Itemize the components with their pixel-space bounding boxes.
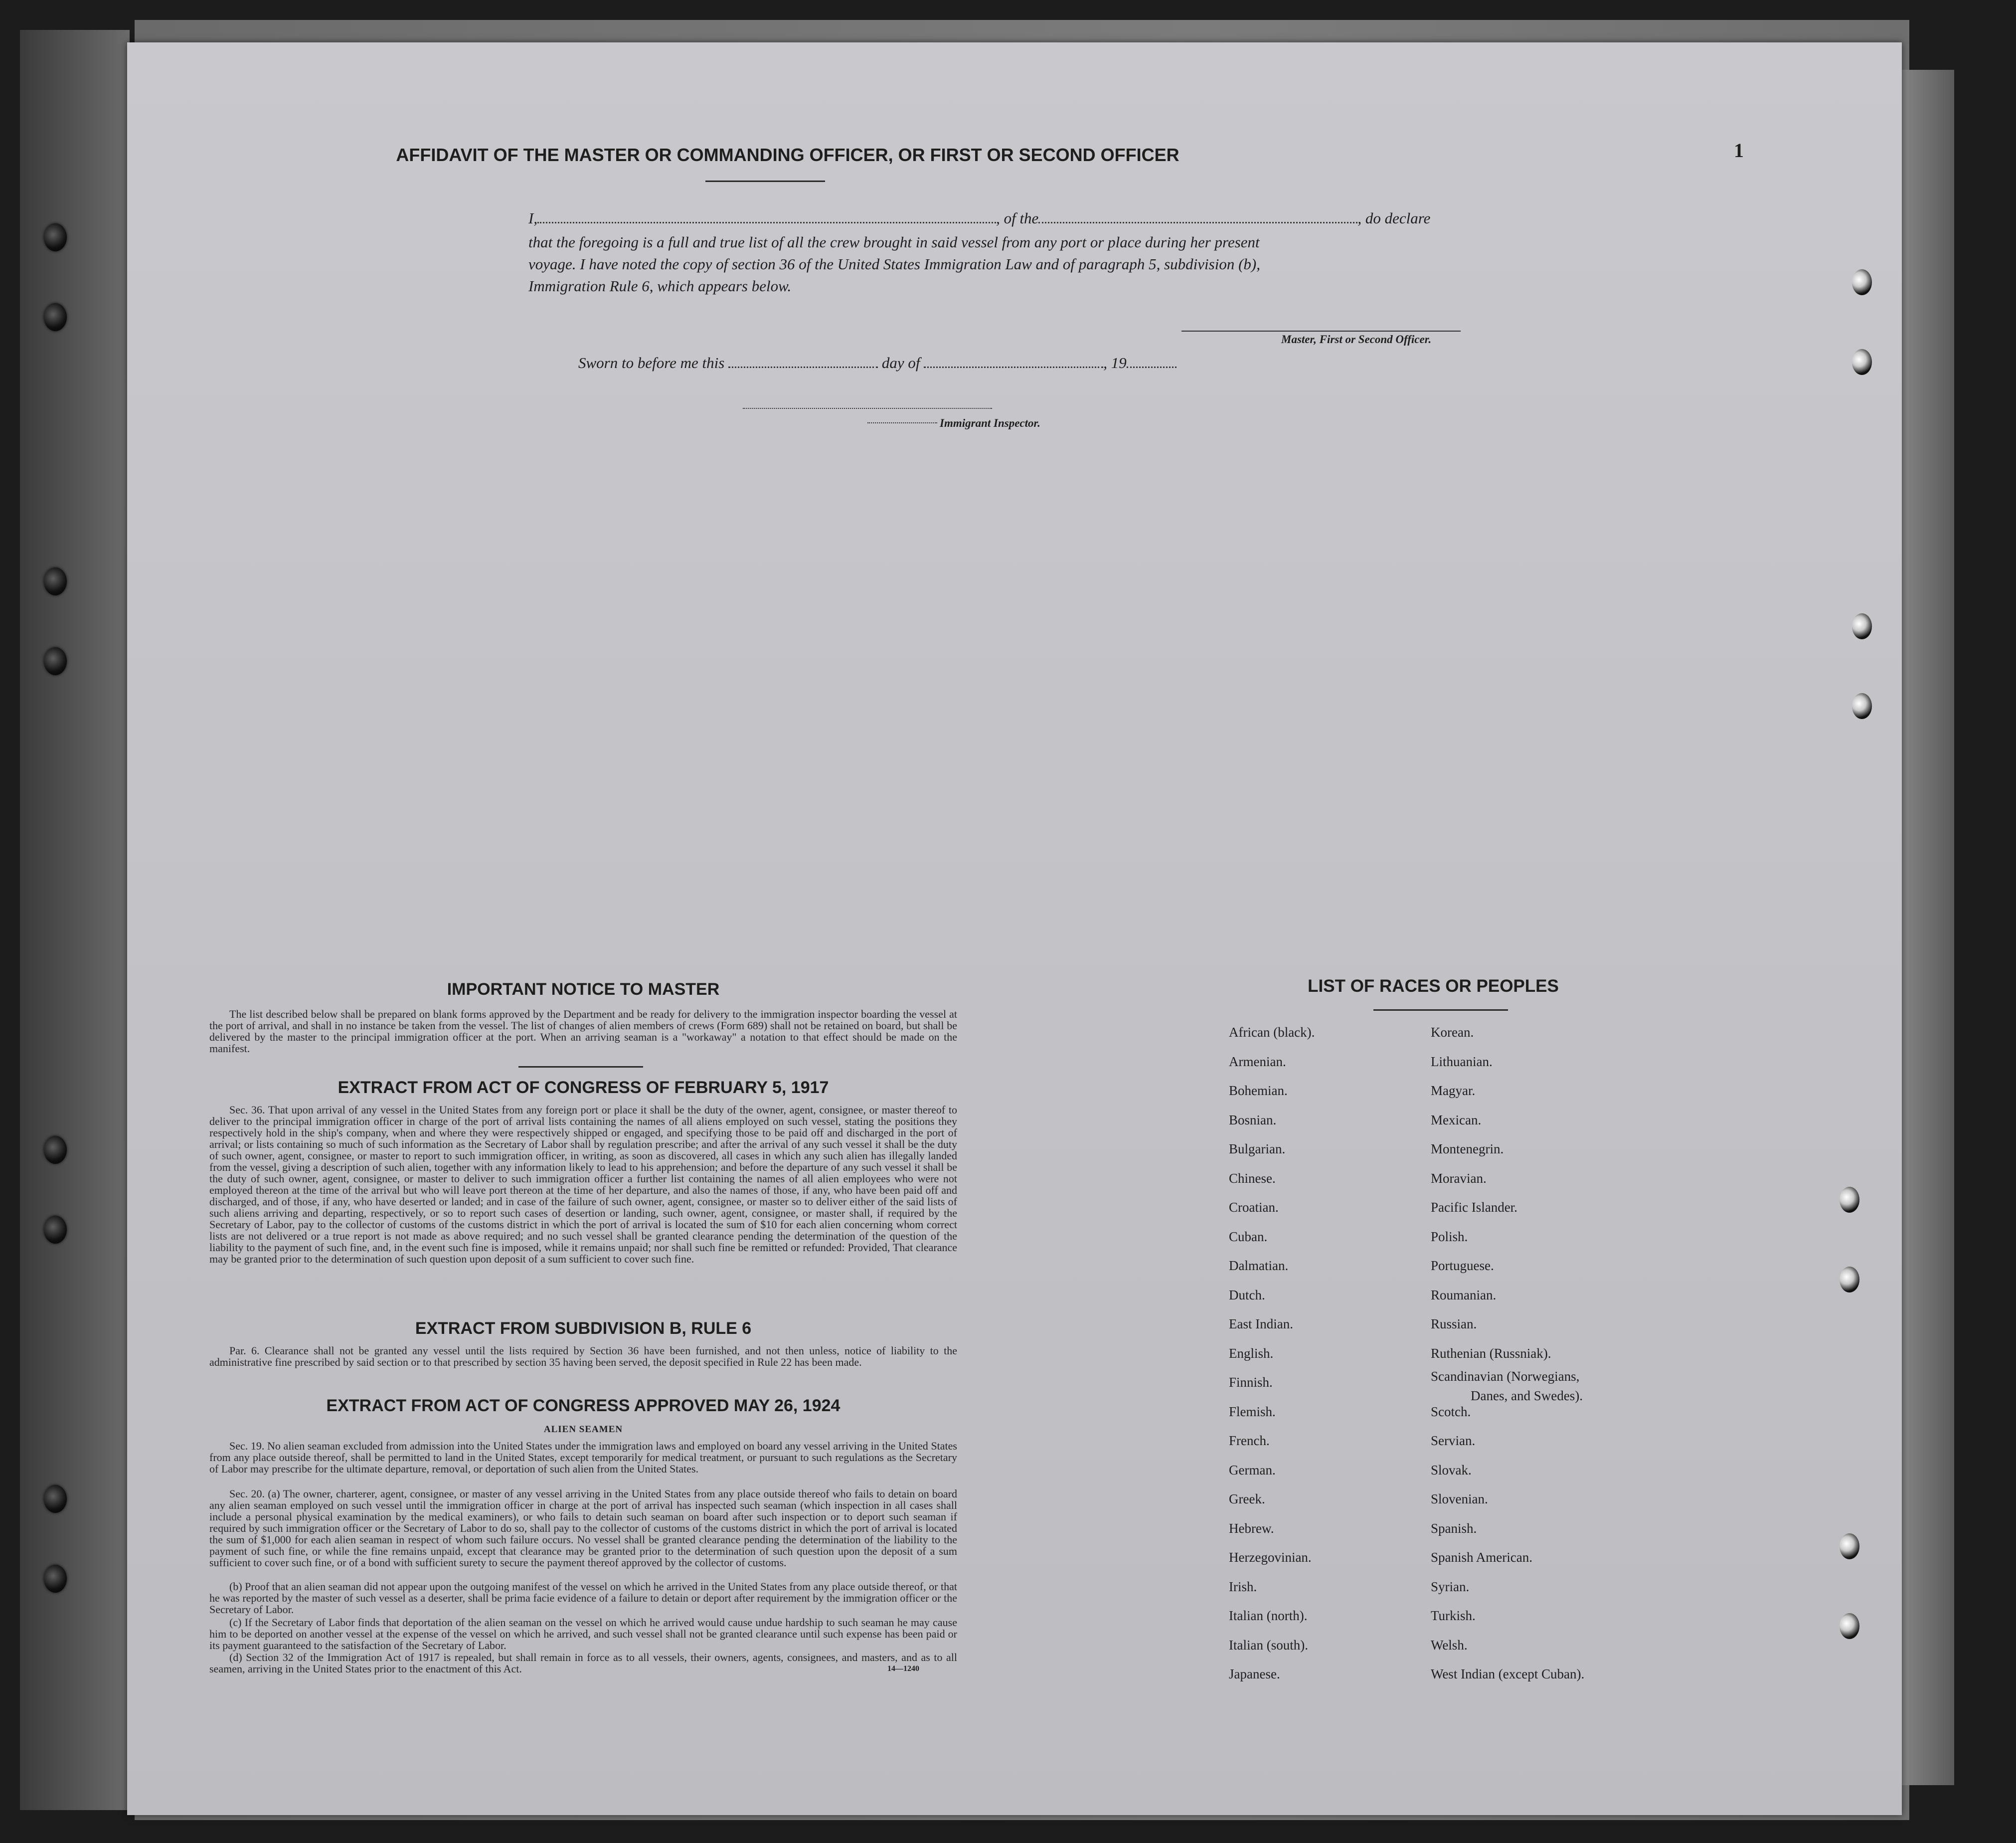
affidavit-text-line: that the foregoing is a full and true list of all the crew brought in said vessel from any port or place during her present bbox=[528, 233, 1260, 251]
race-item: Cuban. bbox=[1229, 1229, 1268, 1244]
race-item: African (black). bbox=[1229, 1025, 1315, 1040]
race-item: Ruthenian (Russniak). bbox=[1431, 1345, 1551, 1361]
extract-1917-body: Sec. 36. That upon arrival of any vessel in the United States from any foreign port or place it shall be the duty of the owner, agent, consignee, or master thereof to deliver to the principal immigration officer in charge of the port of arrival lists containing the names of all aliens employed on such vessel, stating the positions they respectively hold in the ship's company, when and where they were respectively shipped or engaged, and specifying those to be paid off and discharged in the port of arrival; or lists containing so much of such information as the Secretary of Labor shall by regulation prescribe; and after the arrival of any such vessel it shall be the duty of such owner, agent, consignee, or master to report to such immigration officer, in writing, as soon as discovered, all cases in which any such alien has illegally landed from the vessel, giving a description of such alien, together with any information likely to lead to his apprehension; and before the departure of any such vessel it shall be the duty of such owner, agent, consignee, or master to deliver to such immigration officer a further list containing the names of all alien employees who were not employed thereon at the time of the arrival but who will leave port thereon at the time of her departure, and also the names of those, if any, who have been paid off and discharged, and of those, if any, who have deserted or landed; and in case of the failure of such owner, agent, consignee, or master so to deliver either of the said lists of such aliens arriving and departing, respectively, or so to report such cases of desertion or landing, such owner, agent, consignee, or master shall, if required by the Secretary of Labor, pay to the collector of customs of the customs district in which the port of arrival is located the sum of $10 for each alien concerning whom correct lists are not delivered or a true report is not made as above required; and no such vessel shall be granted clearance pending the determination of the question of the liability to the payment of such fine, and, in the event such fine is imposed, while it remains unpaid; nor shall such fine be remitted or refunded: Provided, That clearance may be granted prior to the determination of such question upon deposit of a sum sufficient to cover such fine. bbox=[209, 1104, 957, 1265]
extract-rule6-body: Par. 6. Clearance shall not be granted any vessel until the lists required by Section 36 have been furnished, and not then unless, notice of liability to the administrative fine prescribed by said section or to that prescribed by section 35 having been served, the deposit specified in Rule 22 has been made. bbox=[209, 1344, 957, 1368]
form-number: 14—1240 bbox=[887, 1664, 919, 1673]
race-item: Slovenian. bbox=[1431, 1491, 1488, 1506]
binder-hole bbox=[1840, 1187, 1859, 1213]
binder-hole bbox=[44, 1485, 67, 1513]
affidavit-text-line: Immigration Rule 6, which appears below. bbox=[528, 277, 792, 295]
race-item: Flemish. bbox=[1229, 1404, 1276, 1419]
race-item: Dutch. bbox=[1229, 1287, 1265, 1302]
affidavit-pronoun: I, bbox=[528, 209, 538, 227]
binder-hole bbox=[1840, 1613, 1859, 1639]
race-item: Turkish. bbox=[1431, 1608, 1476, 1623]
notice-body: The list described below shall be prepared on blank forms approved by the Department and be ready for delivery to the immigration inspector boarding the vessel at the port of arrival, and shall in no instance be taken from the vessel. The list of changes of alien members of crews (Form 689) shall not be retained on board, but shall be delivered by the master to the principal immigration officer at the port. When an arriving seaman is a "workaway" a notation to that effect should be made on the manifest. bbox=[209, 1008, 957, 1055]
race-item: Italian (north). bbox=[1229, 1608, 1308, 1623]
sworn-month-blank[interactable] bbox=[924, 367, 1103, 368]
affidavit-text-line: voyage. I have noted the copy of section 36 of the United States Immigration Law and of paragraph 5, subdivision (b), bbox=[528, 255, 1260, 273]
binder-hole bbox=[44, 223, 67, 251]
race-item: Mexican. bbox=[1431, 1112, 1482, 1127]
inspector-lead-line bbox=[867, 422, 937, 423]
race-item: Hebrew. bbox=[1229, 1520, 1274, 1536]
title-rule bbox=[705, 181, 825, 182]
race-item: Italian (south). bbox=[1229, 1637, 1308, 1653]
race-item: Lithuanian. bbox=[1431, 1054, 1493, 1069]
race-item-continuation: Danes, and Swedes). bbox=[1471, 1388, 1583, 1403]
race-item: Bulgarian. bbox=[1229, 1141, 1286, 1156]
race-item: Chinese. bbox=[1229, 1170, 1276, 1186]
race-item: Bosnian. bbox=[1229, 1112, 1277, 1127]
race-item: East Indian. bbox=[1229, 1316, 1293, 1331]
page-number: 1 bbox=[1734, 139, 1744, 162]
race-item: Syrian. bbox=[1431, 1579, 1470, 1594]
inspector-signature-line[interactable] bbox=[743, 408, 992, 409]
race-item: Portuguese. bbox=[1431, 1258, 1494, 1273]
race-item: Herzegovinian. bbox=[1229, 1550, 1312, 1565]
binder-hole bbox=[1852, 269, 1872, 295]
sworn-day-of: day of bbox=[881, 354, 920, 371]
race-item: Welsh. bbox=[1431, 1637, 1468, 1653]
race-item: English. bbox=[1229, 1345, 1274, 1361]
sec-20d-body: (d) Section 32 of the Immigration Act of 1917 is repealed, but shall remain in force as to all vessels, their owners, agents, consignees, and masters, and as to all seamen, arriving in the United States prior to the enactment of this Act. bbox=[209, 1651, 957, 1675]
binder-hole bbox=[44, 303, 67, 331]
race-item: Bohemian. bbox=[1229, 1083, 1288, 1098]
binder-hole bbox=[1840, 1267, 1859, 1292]
race-item: Pacific Islander. bbox=[1431, 1200, 1517, 1215]
binder-hole bbox=[1852, 693, 1872, 719]
race-item: Slovak. bbox=[1431, 1462, 1472, 1477]
binder-hole bbox=[44, 1136, 67, 1164]
affidavit-declare: , do declare bbox=[1357, 209, 1431, 227]
race-item: Magyar. bbox=[1431, 1083, 1476, 1098]
binder-hole bbox=[44, 1216, 67, 1244]
section-rule bbox=[518, 1066, 643, 1068]
sworn-text: Sworn to before me this bbox=[578, 354, 725, 371]
affidavit-declaration-line bbox=[528, 209, 1506, 227]
race-item: Armenian. bbox=[1229, 1054, 1286, 1069]
binder-margin bbox=[20, 30, 130, 1810]
races-title: LIST OF RACES OR PEOPLES bbox=[1308, 976, 1559, 996]
signature-line[interactable] bbox=[1181, 331, 1461, 332]
race-item: German. bbox=[1229, 1462, 1276, 1477]
races-rule bbox=[1373, 1009, 1508, 1011]
signature-label: Master, First or Second Officer. bbox=[1281, 333, 1432, 346]
race-item: Scandinavian (Norwegians, bbox=[1431, 1369, 1580, 1384]
inspector-label: Immigrant Inspector. bbox=[940, 417, 1040, 429]
name-blank[interactable] bbox=[537, 222, 996, 223]
binder-hole bbox=[44, 567, 67, 595]
race-item: West Indian (except Cuban). bbox=[1431, 1666, 1585, 1681]
race-item: Irish. bbox=[1229, 1579, 1257, 1594]
affidavit-of-the: , of the bbox=[996, 209, 1039, 227]
binder-hole bbox=[44, 1565, 67, 1593]
sworn-year: , 19 bbox=[1103, 354, 1127, 371]
sec-19-body: Sec. 19. No alien seaman excluded from admission into the United States under the immigration laws and employed on board any vessel arriving in the United States from any place outside thereof, shall be permitted to land in the United States, except temporarily for medical treatment, or pursuant to such regulations as the Secretary of Labor may prescribe for the ultimate departure, removal, or deportation of such alien from the United States. bbox=[209, 1440, 957, 1475]
binder-hole bbox=[1852, 613, 1872, 639]
sworn-year-blank[interactable] bbox=[1127, 367, 1176, 368]
vessel-blank[interactable] bbox=[1038, 222, 1357, 223]
race-item: Roumanian. bbox=[1431, 1287, 1497, 1302]
race-item: Servian. bbox=[1431, 1433, 1476, 1448]
race-item: Spanish. bbox=[1431, 1520, 1477, 1536]
extract-1924-title: EXTRACT FROM ACT OF CONGRESS APPROVED MAY 26, 1924 bbox=[326, 1396, 840, 1415]
sec-20c-body: (c) If the Secretary of Labor finds that deportation of the alien seaman on the vessel on which he arrived would cause undue hardship to such seaman he may cause him to be deported on another vessel at the expense of the vessel on which he arrived, and such vessel shall not be granted clearance until such expense has been paid or its payment guaranteed to the satisfaction of the Secretary of Labor. bbox=[209, 1616, 957, 1652]
sworn-day-blank[interactable] bbox=[728, 367, 878, 368]
race-item: Finnish. bbox=[1229, 1375, 1273, 1390]
extract-rule6-title: EXTRACT FROM SUBDIVISION B, RULE 6 bbox=[415, 1319, 752, 1338]
race-item: French. bbox=[1229, 1433, 1270, 1448]
race-item: Dalmatian. bbox=[1229, 1258, 1289, 1273]
binder-hole bbox=[1852, 349, 1872, 375]
sworn-line bbox=[578, 354, 1176, 372]
race-item: Greek. bbox=[1229, 1491, 1265, 1506]
binder-hole bbox=[44, 647, 67, 675]
race-item: Scotch. bbox=[1431, 1404, 1471, 1419]
sec-20b-body: (b) Proof that an alien seaman did not appear upon the outgoing manifest of the vessel on which he arrived in the United States from any place outside thereof, or that he was reported by the master of such vessel as a deserter, shall be prima facie evidence of a failure to detain or deport after requirement by the immigration officer or the Secretary of Labor. bbox=[209, 1580, 957, 1616]
sheet-edge bbox=[1894, 70, 1954, 1785]
race-item: Korean. bbox=[1431, 1025, 1474, 1040]
binder-hole bbox=[1840, 1533, 1859, 1559]
sec-20a-body: Sec. 20. (a) The owner, charterer, agent, consignee, or master of any vessel arriving in the United States from any place outside thereof who fails to detain on board any alien seaman employed on such vessel until the immigration officer in charge at the port of arrival has inspected such seaman (which inspection in all cases shall include a personal physical examination by the medical examiners), or who fails to detain such seaman on board after such inspection or to deport such seaman if required by such immigration officer or the Secretary of Labor to do so, shall pay to the collector of customs of the customs district in which the port of arrival is located the sum of $1,000 for each alien seaman in respect of whom such failure occurs. No vessel shall be granted clearance pending the determination of the liability to the payment of such fine, or while the fine remains unpaid, except that clearance may be granted prior to the determination of such question upon the deposit of a sum sufficient to cover such fine, or of a bond with sufficient surety to secure the payment thereof approved by the collector of customs. bbox=[209, 1487, 957, 1569]
race-item: Moravian. bbox=[1431, 1170, 1487, 1186]
race-item: Spanish American. bbox=[1431, 1550, 1532, 1565]
race-item: Polish. bbox=[1431, 1229, 1468, 1244]
notice-title: IMPORTANT NOTICE TO MASTER bbox=[447, 980, 720, 999]
alien-seamen-subtitle: ALIEN SEAMEN bbox=[543, 1424, 623, 1435]
race-item: Japanese. bbox=[1229, 1666, 1280, 1681]
race-item: Russian. bbox=[1431, 1316, 1477, 1331]
extract-1917-title: EXTRACT FROM ACT OF CONGRESS OF FEBRUARY 5, 1917 bbox=[337, 1078, 829, 1097]
race-item: Croatian. bbox=[1229, 1200, 1279, 1215]
affidavit-title: AFFIDAVIT OF THE MASTER OR COMMANDING OFFICER, OR FIRST OR SECOND OFFICER bbox=[396, 145, 1179, 165]
race-item: Montenegrin. bbox=[1431, 1141, 1504, 1156]
